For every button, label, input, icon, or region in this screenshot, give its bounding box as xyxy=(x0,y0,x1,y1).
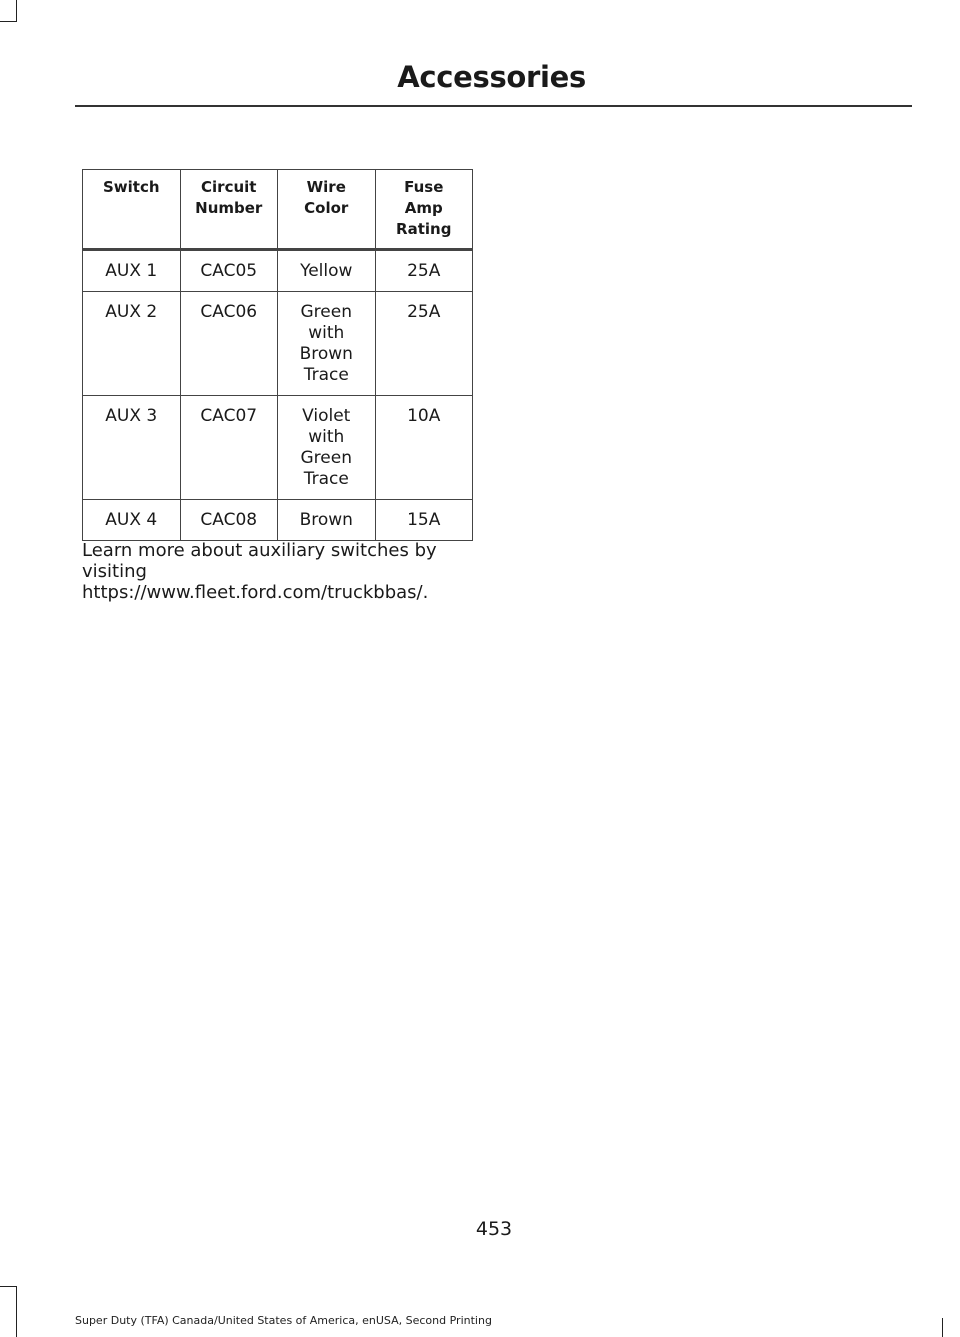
cell-circuit-number: CAC07 xyxy=(180,396,278,500)
table-row xyxy=(83,292,473,396)
cell-wire-color: Violet with Green Trace xyxy=(278,396,376,500)
cell-switch: AUX 4 xyxy=(83,500,181,541)
table-row xyxy=(83,396,473,500)
crop-mark-top-left-v xyxy=(16,0,17,22)
cell-switch: AUX 2 xyxy=(83,292,181,396)
cell-switch: AUX 1 xyxy=(83,250,181,292)
crop-mark-bottom-left-h xyxy=(0,1286,17,1287)
cell-circuit-number: CAC06 xyxy=(180,292,278,396)
header-divider xyxy=(75,105,912,107)
column-header-switch: Switch xyxy=(83,170,181,250)
cell-fuse-rating: 25A xyxy=(375,292,473,396)
footer-text: Super Duty (TFA) Canada/United States of America, enUSA, Second Printing xyxy=(75,1314,492,1327)
cell-wire-color: Yellow xyxy=(278,250,376,292)
cell-fuse-rating: 25A xyxy=(375,250,473,292)
aux-switch-table xyxy=(82,169,473,541)
page-title: Accessories xyxy=(397,60,586,94)
cell-wire-color: Green with Brown Trace xyxy=(278,292,376,396)
column-header-circuit-number: Circuit Number xyxy=(180,170,278,250)
crop-mark-bottom-left-v xyxy=(16,1286,17,1337)
cell-wire-color: Brown xyxy=(278,500,376,541)
column-header-fuse-amp-rating: Fuse Amp Rating xyxy=(375,170,473,250)
cell-fuse-rating: 15A xyxy=(375,500,473,541)
cell-circuit-number: CAC08 xyxy=(180,500,278,541)
page-number: 453 xyxy=(475,1218,513,1240)
table-header-row xyxy=(83,170,473,250)
cell-circuit-number: CAC05 xyxy=(180,250,278,292)
table-row xyxy=(83,500,473,541)
info-paragraph: Learn more about auxiliary switches by visiting https://www.fleet.ford.com/truckbbas/. xyxy=(82,540,437,603)
crop-mark-bottom-right-v xyxy=(942,1318,943,1337)
crop-mark-top-left-h xyxy=(0,21,17,22)
cell-switch: AUX 3 xyxy=(83,396,181,500)
column-header-wire-color: Wire Color xyxy=(278,170,376,250)
cell-fuse-rating: 10A xyxy=(375,396,473,500)
table-row xyxy=(83,250,473,292)
